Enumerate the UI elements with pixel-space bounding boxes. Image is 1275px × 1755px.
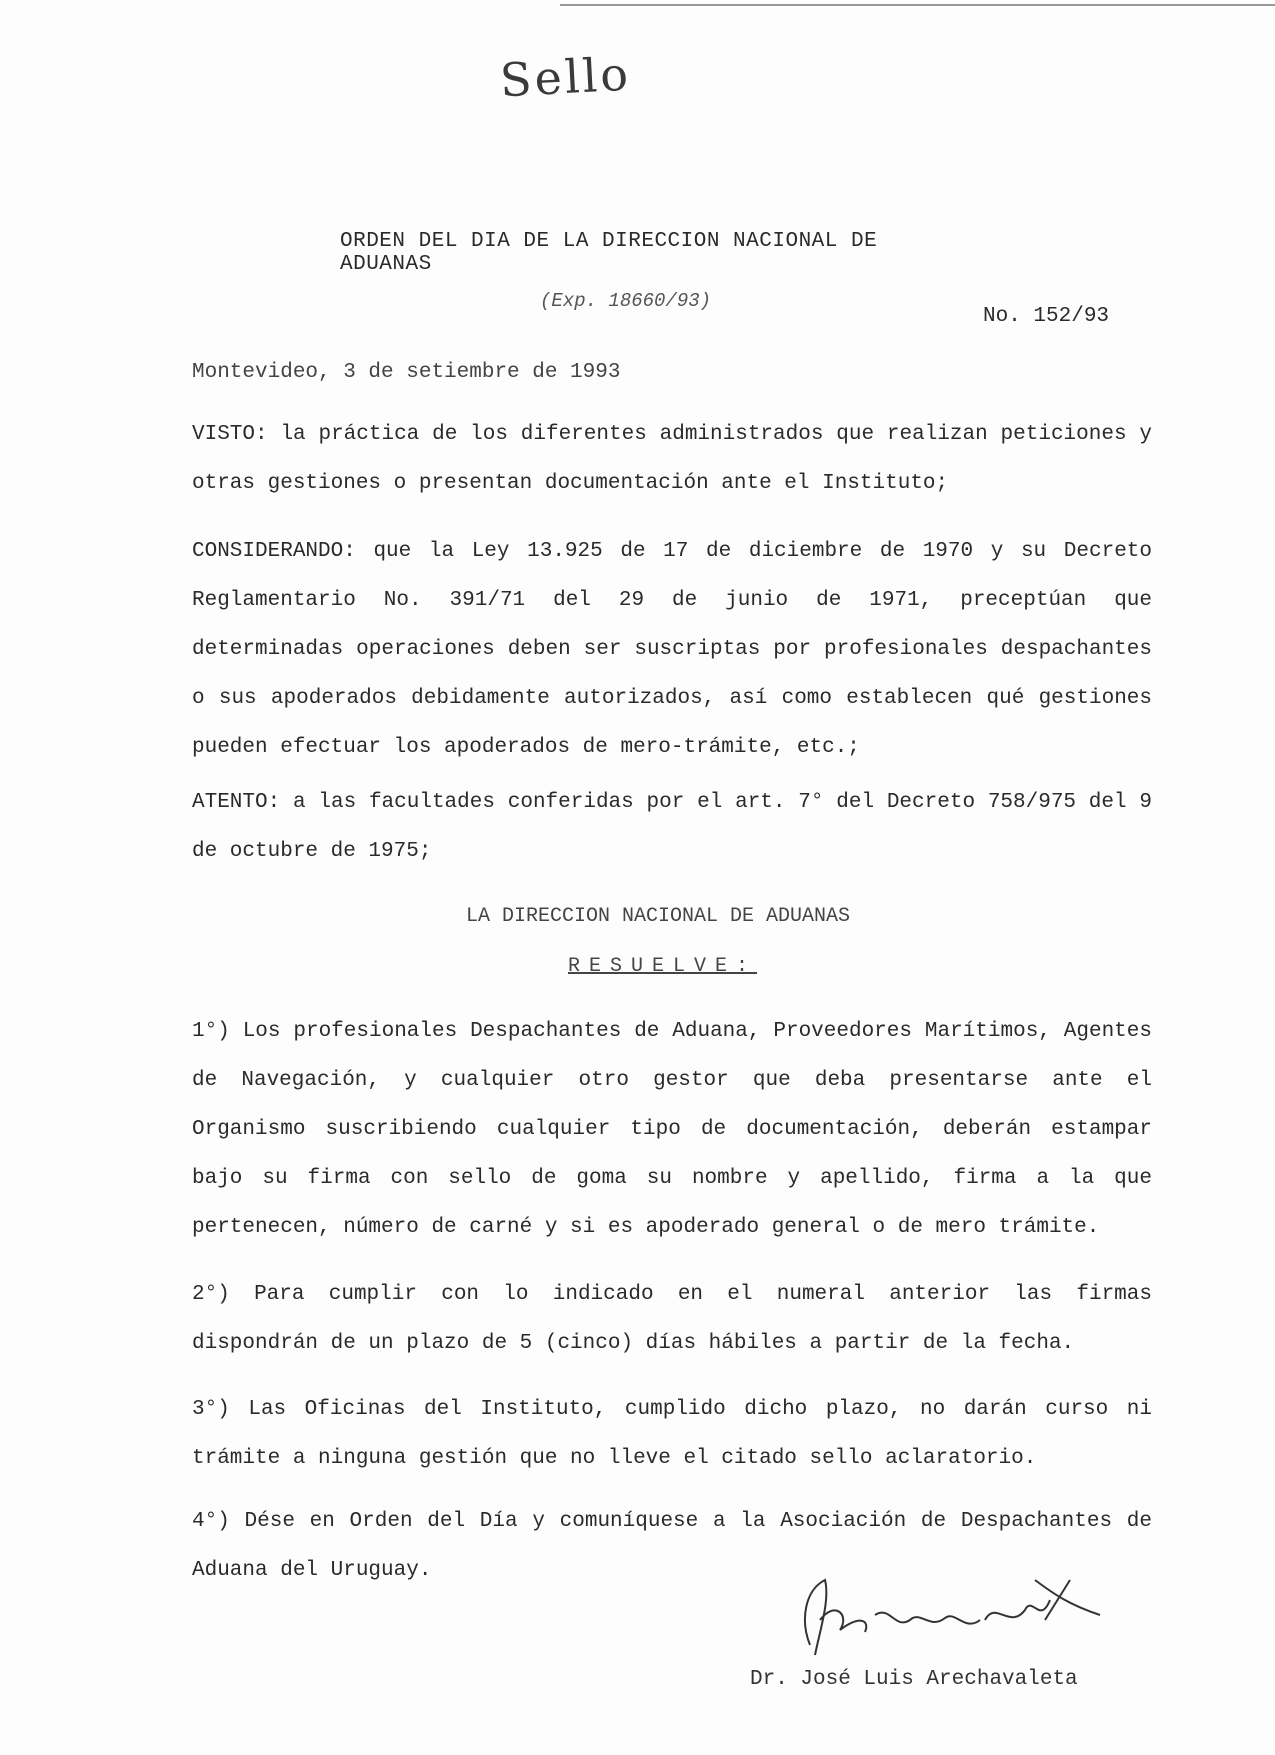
visto-paragraph: VISTO: la práctica de los diferentes administrados que realizan peticiones y otras gestiones o presentan documentación ante el Instituto; (192, 423, 1152, 495)
resolve-heading: RESUELVE: (568, 955, 758, 978)
signer-name: Dr. José Luis Arechavaleta (750, 1668, 1078, 1691)
document-title: ORDEN DEL DIA DE LA DIRECCION NACIONAL DE ADUANAS (340, 230, 878, 276)
scan-edge-line (560, 4, 1275, 6)
handwritten-note: Sello (498, 46, 633, 108)
atento-paragraph: ATENTO: a las facultades conferidas por el art. 7° del Decreto 758/975 del 9 de octubre de 1975; (192, 791, 1152, 863)
considerando-paragraph: CONSIDERANDO: que la Ley 13.925 de 17 de diciembre de 1970 y su Decreto Reglamentario No. 391/71 del 29 de junio de 1971, preceptúan que determinadas operaciones deben ser suscriptas por profesionales despachantes o sus apoderados debidamente autorizados, así como establecen qué gestiones pueden efectuar los apoderados de mero-trámite, etc.; (192, 540, 1152, 759)
resolution-item-3: 3°) Las Oficinas del Instituto, cumplido dicho plazo, no darán curso ni trámite a ninguna gestión que no lleve el citado sello aclaratorio. (192, 1398, 1152, 1470)
file-reference: (Exp. 18660/93) (540, 290, 712, 312)
date-line: Montevideo, 3 de setiembre de 1993 (192, 361, 621, 384)
resolution-item-4: 4°) Dése en Orden del Día y comuníquese a la Asociación de Despachantes de Aduana del Uruguay. (192, 1510, 1152, 1582)
authority-heading: LA DIRECCION NACIONAL DE ADUANAS (466, 905, 851, 928)
handwritten-signature (770, 1560, 1150, 1660)
order-number: No. 152/93 (983, 305, 1110, 328)
resolution-item-2: 2°) Para cumplir con lo indicado en el numeral anterior las firmas dispondrán de un plazo de 5 (cinco) días hábiles a partir de la fecha. (192, 1283, 1152, 1355)
resolution-item-1: 1°) Los profesionales Despachantes de Aduana, Proveedores Marítimos, Agentes de Navegación, y cualquier otro gestor que deba presentarse ante el Organismo suscribiendo cualquier tipo de documentación, deberán estampar bajo su firma con sello de goma su nombre y apellido, firma a la que pertenecen, número de carné y si es apoderado general o de mero trámite. (192, 1020, 1152, 1239)
